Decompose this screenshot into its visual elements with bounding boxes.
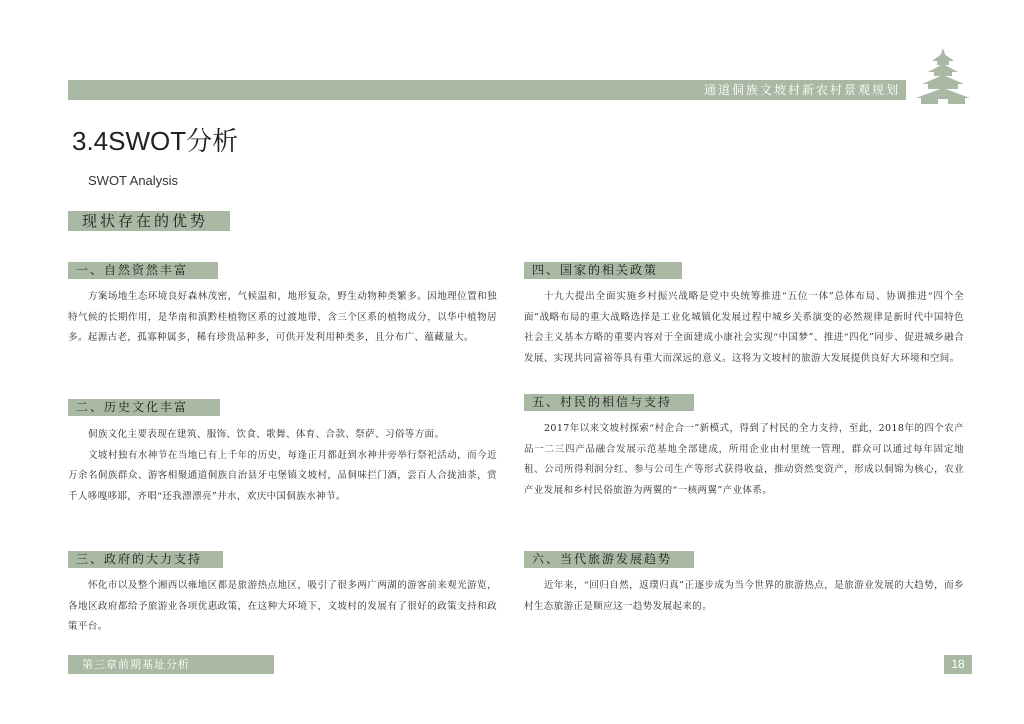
subsection-title-natural-resources: 一、自然资然丰富	[68, 262, 218, 279]
paragraph: 文坡村独有水神节在当地已有上千年的历史，每逢正月都赶到水神井旁举行祭祀活动，而今近万余名侗族群众、游客相聚通道侗族自治县牙屯堡镇文坡村，品侗味拦门酒，尝百人合拢油茶，赏千人哆嘎哆耶，齐唱“还我漂漂亮”井水，欢庆中国侗族水神节。	[68, 449, 497, 502]
drum-tower-icon	[916, 46, 970, 106]
subsection-body-national-policy	[524, 287, 964, 369]
footer-bar	[68, 655, 274, 674]
page-title: 3.4SWOT分析	[72, 126, 239, 156]
paragraph: 近年来，“回归自然，返璞归真”正逐步成为当今世界的旅游热点，是旅游业发展的大趋势，而乡村生态旅游正是顺应这一趋势发展起来的。	[524, 580, 964, 612]
paragraph: 怀化市以及整个湘西以雍地区都是旅游热点地区，吸引了很多两广两湖的游客前来观光游览，各地区政府都给予旅游业各项优惠政策，在这种大环境下，文坡村的发展有了很好的政策支持和政策平台。	[68, 580, 497, 632]
subsection-body-tourism-trend	[524, 576, 964, 617]
subsection-body-villager-support	[524, 419, 964, 501]
chapter-title: 第三章前期基址分析	[82, 658, 190, 671]
subsection-body-natural-resources	[68, 287, 497, 349]
section-banner	[68, 211, 230, 231]
page-subtitle: SWOT Analysis	[88, 173, 179, 188]
subsection-title-government-support: 三、政府的大力支持	[68, 551, 223, 568]
paragraph: 2017年以来文坡村探索“村企合一”新模式，得到了村民的全力支持，至此，2018年的四个农产品一二三四产品融合发展示范基地全部建成，所用企业由村里统一管理，群众可以通过每年固定地租、公司所得利润分红、参与公司生产等形式获得收益，推动资然变资产，形成以侗锦为核心，农业产业发展和乡村民俗旅游为两翼的“一核两翼”产业体系。	[524, 423, 964, 496]
subsection-body-government-support	[68, 576, 497, 638]
paragraph: 侗族文化主要表现在建筑、服饰、饮食、歌舞、体育、合款、祭萨、习俗等方面。	[87, 429, 445, 440]
section-title: 现状存在的优势	[82, 212, 209, 230]
header-bar	[68, 80, 906, 100]
paragraph: 十九大提出全面实施乡村振兴战略是党中央统筹推进“五位一体”总体布局、协调推进“四个全面”战略布局的重大战略选择是工业化城镇化发展过程中城乡关系演变的必然规律是新时代中国特色社会主义基本方略的重要内容对于全面建成小康社会实现“中国梦”、推进“四化”同步、促进城乡融合发展、实现共同富裕等具有重大而深远的意义。这将为文坡村的旅游大发展提供良好大环境和空间。	[524, 291, 964, 364]
paragraph: 方案场地生态环境良好森林茂密，气候温和，地形复杂，野生动物种类繁多。因地理位置和独特气候的长期作用，是华南和滇黔桂植物区系的过渡地带，含三个区系的植物成分，以华中植物居多。起源古老，孤寡种属多，稀有珍贵品种多，可供开发利用种类多，且分布广、蕴藏量大。	[68, 291, 497, 343]
document-title: 通道侗族文坡村新农村景观规划	[703, 83, 900, 97]
subsection-title-villager-support: 五、村民的相信与支持	[524, 394, 694, 411]
page-number: 18	[944, 655, 972, 674]
subsection-title-tourism-trend: 六、当代旅游发展趋势	[524, 551, 694, 568]
subsection-body-history-culture	[68, 425, 497, 507]
subsection-title-national-policy: 四、国家的相关政策	[524, 262, 682, 279]
subsection-title-history-culture: 二、历史文化丰富	[68, 399, 220, 416]
